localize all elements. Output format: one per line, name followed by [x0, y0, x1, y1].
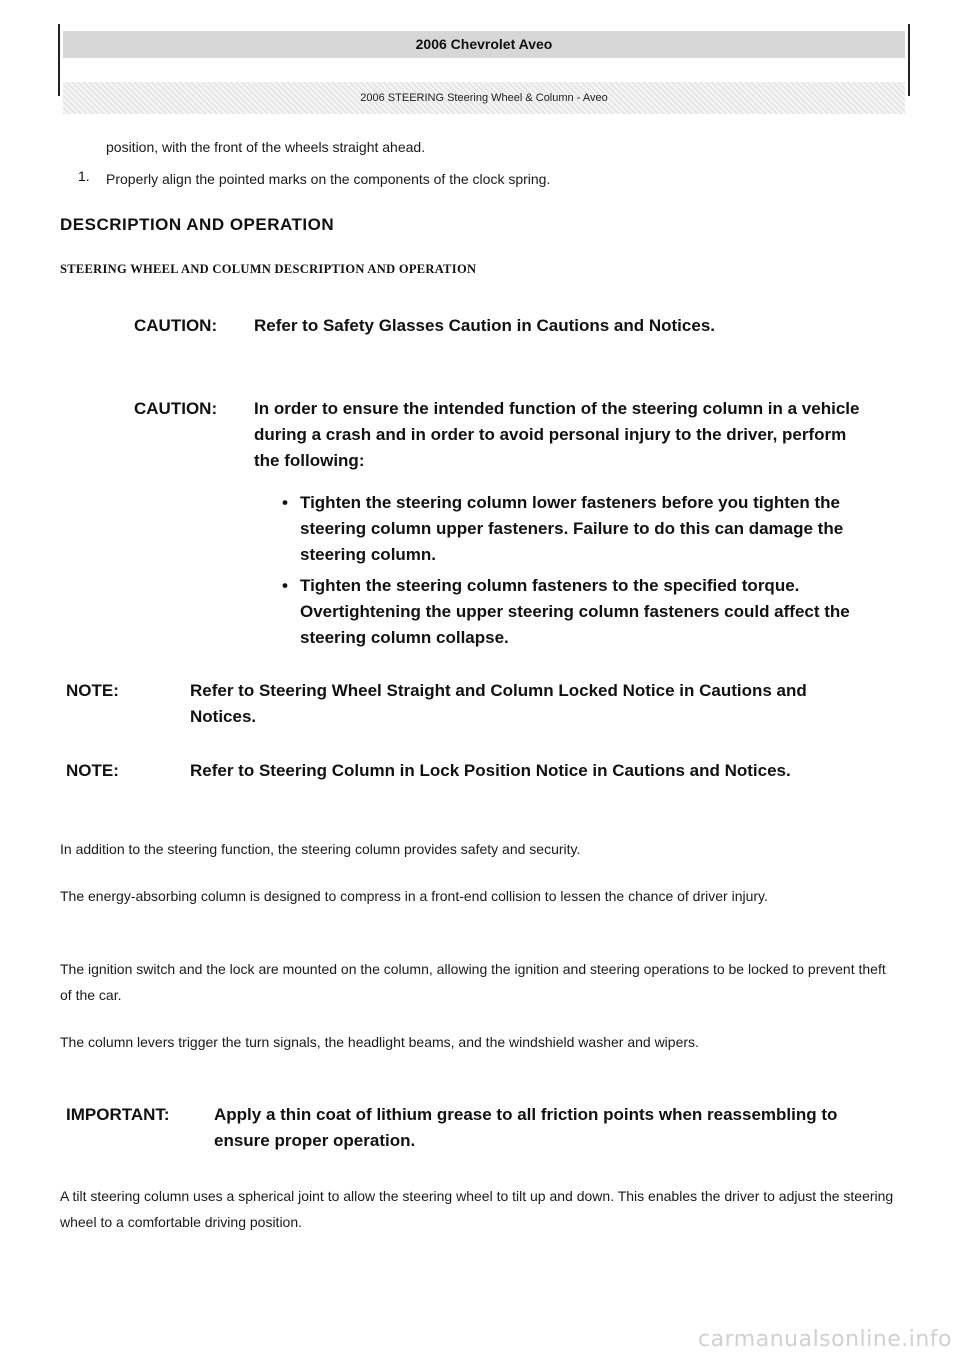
bullet-marker: • — [282, 576, 288, 595]
page-header — [58, 24, 910, 104]
body-paragraph: In addition to the steering function, the steering column provides safety and security. — [60, 841, 581, 857]
body-paragraph: The ignition switch and the lock are mounted on the column, allowing the ignition and steering operations to be locked to prevent theft of the car. — [60, 961, 886, 1003]
caution-block — [134, 313, 894, 373]
caution-text: In order to ensure the intended function of the steering column in a vehicle during a crash and in order to avoid personal injury to the driver, perform the following: — [254, 399, 860, 470]
step-continuation: position, with the front of the wheels straight ahead. — [106, 139, 426, 155]
note-block — [66, 678, 906, 734]
important-text: Apply a thin coat of lithium grease to all friction points when reassembling to ensure proper operation. — [214, 1105, 838, 1150]
bullet-text: Tighten the steering column lower fasteners before you tighten the steering column upper fasteners. Failure to do this can damage the steering column. — [300, 493, 844, 564]
bullet-text: Tighten the steering column fasteners to the specified torque. Overtightening the upper steering column fasteners could affect the steering column collapse. — [300, 576, 850, 647]
note-block — [66, 758, 906, 814]
note-text: Refer to Steering Wheel Straight and Column Locked Notice in Cautions and Notices. — [190, 681, 807, 726]
note-text: Refer to Steering Column in Lock Position Notice in Cautions and Notices. — [190, 761, 791, 780]
body-paragraph: A tilt steering column uses a spherical joint to allow the steering wheel to tilt up and down. This enables the driver to adjust the steering wheel to a comfortable driving position. — [60, 1188, 894, 1230]
document-subtitle: 2006 STEERING Steering Wheel & Column - Aveo — [63, 82, 905, 114]
body-paragraph: The column levers trigger the turn signals, the headlight beams, and the windshield washer and wipers. — [60, 1034, 699, 1050]
caution-block — [134, 396, 894, 476]
section-subheading: STEERING WHEEL AND COLUMN DESCRIPTION AND OPERATION — [60, 262, 477, 276]
important-label: IMPORTANT: — [66, 1105, 170, 1124]
watermark: carmanualsonline.info — [698, 1327, 952, 1352]
caution-label: CAUTION: — [134, 316, 218, 335]
document-title: 2006 Chevrolet Aveo — [63, 31, 905, 58]
body-paragraph: The energy-absorbing column is designed to compress in a front-end collision to lessen the chance of driver injury. — [60, 888, 768, 904]
step-number: 1. — [78, 168, 90, 184]
section-heading: DESCRIPTION AND OPERATION — [60, 215, 335, 234]
note-label: NOTE: — [66, 681, 119, 700]
caution-text: Refer to Safety Glasses Caution in Cautions and Notices. — [254, 316, 715, 335]
important-block — [66, 1102, 906, 1158]
caution-label: CAUTION: — [134, 399, 218, 418]
note-label: NOTE: — [66, 761, 119, 780]
step-text: Properly align the pointed marks on the components of the clock spring. — [106, 171, 551, 187]
bullet-marker: • — [282, 493, 288, 512]
